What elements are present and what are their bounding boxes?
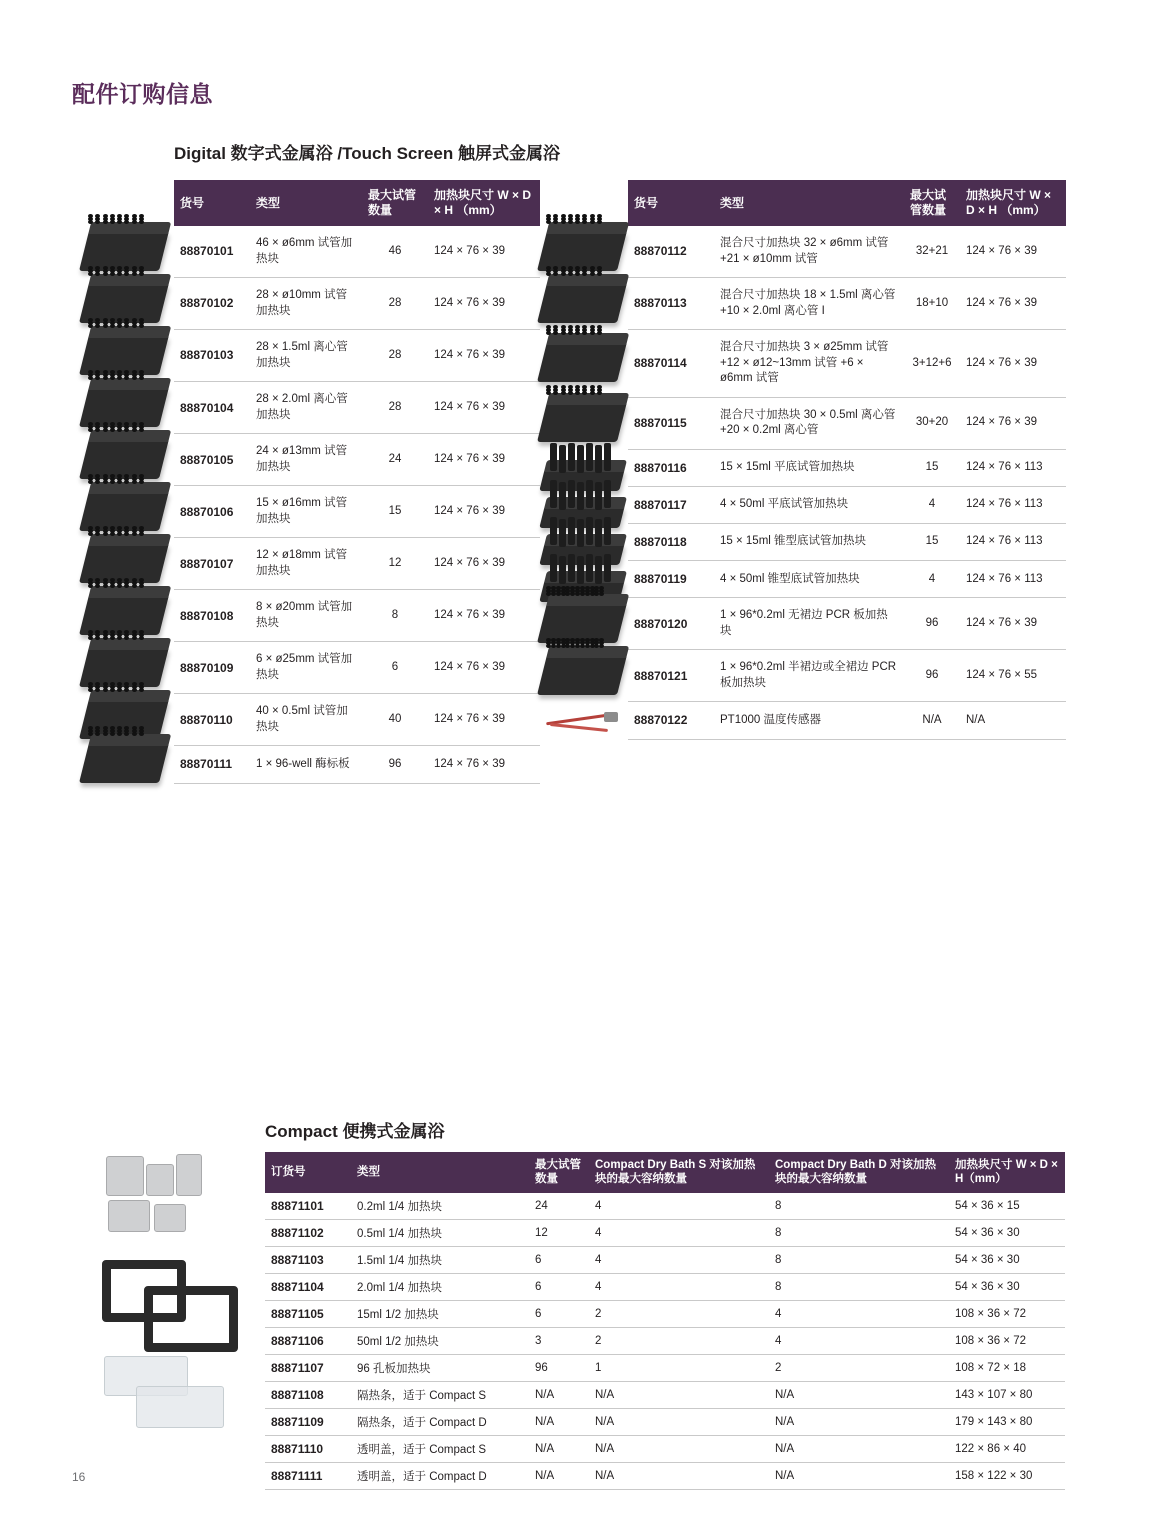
header-max-tubes: 最大试管数量 [904,180,960,226]
block-dimensions: 54 × 36 × 30 [949,1246,1065,1273]
compact-section-title: Compact 便携式金属浴 [265,1122,445,1141]
product-type: 12 × ø18mm 试管加热块 [250,538,362,590]
product-type: 混合尺寸加热块 32 × ø6mm 试管 +21 × ø10mm 试管 [714,226,904,278]
product-code: 88871107 [265,1354,351,1381]
max-tube-count: N/A [529,1381,589,1408]
product-code: 88870121 [628,650,714,702]
max-tube-count: 3 [529,1327,589,1354]
product-type: 混合尺寸加热块 30 × 0.5ml 离心管 +20 × 0.2ml 离心管 [714,397,904,449]
max-tube-count: 15 [362,486,428,538]
block-dimensions: 108 × 72 × 18 [949,1354,1065,1381]
max-tube-count: 24 [529,1193,589,1220]
compact-s-capacity: 4 [589,1193,769,1220]
digital-right-table [628,180,1066,740]
product-type: 15ml 1/2 加热块 [351,1300,529,1327]
product-code: 88870104 [174,382,250,434]
compact-s-capacity: N/A [589,1408,769,1435]
header-s-capacity: Compact Dry Bath S 对该加热块的最大容纳数量 [589,1152,769,1193]
product-type: 15 × 15ml 锥型底试管加热块 [714,524,904,561]
product-code: 88870120 [628,598,714,650]
max-tube-count: 6 [529,1246,589,1273]
table-header-row [265,1152,1065,1193]
table-row [174,330,540,382]
block-dimensions: 124 × 76 × 39 [960,397,1066,449]
block-dimensions: 124 × 76 × 39 [960,226,1066,278]
max-tube-count: 32+21 [904,226,960,278]
table-row [628,524,1066,561]
table-row [628,330,1066,398]
block-dimensions: 143 × 107 × 80 [949,1381,1065,1408]
max-tube-count: 46 [362,226,428,278]
compact-d-capacity: N/A [769,1462,949,1489]
page-title: 配件订购信息 [72,81,213,107]
block-dimensions: 124 × 76 × 39 [428,746,540,783]
max-tube-count: 28 [362,382,428,434]
block-dimensions: 158 × 122 × 30 [949,1462,1065,1489]
product-code: 88870101 [174,226,250,278]
block-dimensions: 124 × 76 × 113 [960,449,1066,486]
max-tube-count: N/A [529,1462,589,1489]
header-d-capacity: Compact Dry Bath D 对该加热块的最大容纳数量 [769,1152,949,1193]
max-tube-count: 15 [904,524,960,561]
product-code: 88870107 [174,538,250,590]
product-code: 88870106 [174,486,250,538]
block-dimensions: 124 × 76 × 39 [428,642,540,694]
product-type: 28 × 1.5ml 离心管加热块 [250,330,362,382]
product-type: 40 × 0.5ml 试管加热块 [250,694,362,746]
max-tube-count: 40 [362,694,428,746]
table-row [174,434,540,486]
product-code: 88871105 [265,1300,351,1327]
compact-s-capacity: N/A [589,1435,769,1462]
product-code: 88870117 [628,486,714,523]
compact-s-capacity: N/A [589,1381,769,1408]
header-type: 类型 [351,1152,529,1193]
block-dimensions: 124 × 76 × 39 [428,486,540,538]
max-tube-count: 96 [362,746,428,783]
max-tube-count: 15 [904,449,960,486]
block-dimensions: 124 × 76 × 39 [960,278,1066,330]
max-tube-count: 24 [362,434,428,486]
product-type: 透明盖，适于 Compact D [351,1462,529,1489]
table-row [628,397,1066,449]
table-row [628,486,1066,523]
max-tube-count: 12 [362,538,428,590]
compact-d-capacity: 8 [769,1193,949,1220]
block-dimensions: 124 × 76 × 39 [428,538,540,590]
product-code: 88870110 [174,694,250,746]
product-type: 0.5ml 1/4 加热块 [351,1219,529,1246]
digital-section-title: Digital 数字式金属浴 /Touch Screen 触屏式金属浴 [174,144,560,163]
product-type: 50ml 1/2 加热块 [351,1327,529,1354]
product-type: 0.2ml 1/4 加热块 [351,1193,529,1220]
table-row [265,1327,1065,1354]
max-tube-count: 6 [529,1300,589,1327]
header-max-tubes: 最大试管数量 [362,180,428,226]
header-code: 货号 [628,180,714,226]
product-code: 88870116 [628,449,714,486]
max-tube-count: 12 [529,1219,589,1246]
product-type: 2.0ml 1/4 加热块 [351,1273,529,1300]
product-type: 8 × ø20mm 试管加热块 [250,590,362,642]
table-row [174,694,540,746]
block-dimensions: 124 × 76 × 39 [960,330,1066,398]
product-code: 88870114 [628,330,714,398]
table-row [174,278,540,330]
product-code: 88870118 [628,524,714,561]
table-row [174,382,540,434]
compact-s-capacity: 4 [589,1273,769,1300]
table-header-row [174,180,540,226]
block-dimensions: 124 × 76 × 39 [960,598,1066,650]
compact-s-capacity: 2 [589,1327,769,1354]
table-row [628,226,1066,278]
compact-d-capacity: 2 [769,1354,949,1381]
product-code: 88870105 [174,434,250,486]
table-row [265,1300,1065,1327]
table-row [174,642,540,694]
table-row [265,1193,1065,1220]
table-row [628,702,1066,739]
table-row [628,598,1066,650]
product-type: 96 孔板加热块 [351,1354,529,1381]
product-type: 28 × ø10mm 试管加热块 [250,278,362,330]
max-tube-count: 28 [362,330,428,382]
product-code: 88870112 [628,226,714,278]
product-type: PT1000 温度传感器 [714,702,904,739]
insulation-bar-icon [144,1286,238,1352]
product-type: 1 × 96*0.2ml 无裙边 PCR 板加热块 [714,598,904,650]
header-block-size: 加热块尺寸 W × D × H（mm） [949,1152,1065,1193]
max-tube-count: 96 [529,1354,589,1381]
compact-block-icon [108,1200,150,1232]
table-row [265,1435,1065,1462]
block-dimensions: 54 × 36 × 30 [949,1219,1065,1246]
product-type: 15 × ø16mm 试管加热块 [250,486,362,538]
block-dimensions: 108 × 36 × 72 [949,1327,1065,1354]
table-row [628,278,1066,330]
product-type: 透明盖，适于 Compact S [351,1435,529,1462]
table-row [174,486,540,538]
table-row [265,1354,1065,1381]
table-row [628,650,1066,702]
compact-s-capacity: N/A [589,1462,769,1489]
header-code: 订货号 [265,1152,351,1193]
product-type: 15 × 15ml 平底试管加热块 [714,449,904,486]
table-row [628,449,1066,486]
compact-d-capacity: 4 [769,1300,949,1327]
max-tube-count: 4 [904,486,960,523]
compact-d-capacity: N/A [769,1381,949,1408]
page-number: 16 [72,1470,86,1484]
compact-d-capacity: 8 [769,1219,949,1246]
max-tube-count: 6 [362,642,428,694]
compact-d-capacity: 4 [769,1327,949,1354]
product-code: 88871102 [265,1219,351,1246]
compact-table [265,1152,1065,1490]
product-code: 88871110 [265,1435,351,1462]
compact-s-capacity: 4 [589,1246,769,1273]
compact-block-icon [106,1156,144,1196]
header-code: 货号 [174,180,250,226]
product-type: 隔热条，适于 Compact D [351,1408,529,1435]
block-dimensions: 124 × 76 × 113 [960,524,1066,561]
block-dimensions: 124 × 76 × 39 [428,226,540,278]
product-type: 28 × 2.0ml 离心管加热块 [250,382,362,434]
product-code: 88871104 [265,1273,351,1300]
product-code: 88870108 [174,590,250,642]
max-tube-count: N/A [529,1408,589,1435]
table-row [174,538,540,590]
header-type: 类型 [714,180,904,226]
product-code: 88871109 [265,1408,351,1435]
header-block-size: 加热块尺寸 W × D × H （mm） [428,180,540,226]
product-type: 6 × ø25mm 试管加热块 [250,642,362,694]
max-tube-count: 8 [362,590,428,642]
table-row [174,226,540,278]
table-row [265,1219,1065,1246]
table-row [265,1273,1065,1300]
block-dimensions: 54 × 36 × 30 [949,1273,1065,1300]
product-code: 88870103 [174,330,250,382]
max-tube-count: N/A [529,1435,589,1462]
product-type: 混合尺寸加热块 18 × 1.5ml 离心管 +10 × 2.0ml 离心管 I [714,278,904,330]
block-dimensions: 122 × 86 × 40 [949,1435,1065,1462]
microplate-block-icon [78,733,174,795]
block-dimensions: 124 × 76 × 113 [960,561,1066,598]
header-max-tubes: 最大试管数量 [529,1152,589,1193]
product-code: 88870122 [628,702,714,739]
table-row [628,561,1066,598]
max-tube-count: 4 [904,561,960,598]
table-row [174,590,540,642]
block-dimensions: 179 × 143 × 80 [949,1408,1065,1435]
product-code: 88871108 [265,1381,351,1408]
max-tube-count: 6 [529,1273,589,1300]
product-type: 4 × 50ml 平底试管加热块 [714,486,904,523]
compact-product-images [88,1150,258,1440]
product-type: 1 × 96*0.2ml 半裙边或全裙边 PCR 板加热块 [714,650,904,702]
table-header-row [628,180,1066,226]
block-dimensions: 124 × 76 × 55 [960,650,1066,702]
compact-d-capacity: 8 [769,1273,949,1300]
product-type: 1.5ml 1/4 加热块 [351,1246,529,1273]
product-code: 88870115 [628,397,714,449]
table-row [265,1246,1065,1273]
compact-block-icon [176,1154,202,1196]
product-code: 88870119 [628,561,714,598]
compact-s-capacity: 4 [589,1219,769,1246]
table-row [265,1462,1065,1489]
block-dimensions: 124 × 76 × 39 [428,382,540,434]
max-tube-count: 96 [904,650,960,702]
compact-s-capacity: 1 [589,1354,769,1381]
block-dimensions: 124 × 76 × 39 [428,694,540,746]
product-code: 88871111 [265,1462,351,1489]
compact-d-capacity: N/A [769,1435,949,1462]
block-dimensions: N/A [960,702,1066,739]
block-dimensions: 124 × 76 × 39 [428,330,540,382]
temperature-sensor-icon [536,690,632,752]
compact-d-capacity: 8 [769,1246,949,1273]
header-type: 类型 [250,180,362,226]
product-type: 24 × ø13mm 试管加热块 [250,434,362,486]
max-tube-count: 28 [362,278,428,330]
block-dimensions: 124 × 76 × 39 [428,434,540,486]
product-type: 1 × 96-well 酶标板 [250,746,362,783]
product-code: 88871101 [265,1193,351,1220]
max-tube-count: N/A [904,702,960,739]
table-row [265,1381,1065,1408]
product-type: 混合尺寸加热块 3 × ø25mm 试管 +12 × ø12~13mm 试管 +6 × ø6mm 试管 [714,330,904,398]
product-code: 88870102 [174,278,250,330]
product-type: 46 × ø6mm 试管加热块 [250,226,362,278]
product-code: 88871106 [265,1327,351,1354]
max-tube-count: 18+10 [904,278,960,330]
clear-lid-icon [136,1386,224,1428]
block-dimensions: 124 × 76 × 113 [960,486,1066,523]
product-code: 88870113 [628,278,714,330]
product-code: 88870111 [174,746,250,783]
table-row [174,746,540,783]
block-dimensions: 124 × 76 × 39 [428,590,540,642]
product-code: 88870109 [174,642,250,694]
block-dimensions: 108 × 36 × 72 [949,1300,1065,1327]
max-tube-count: 3+12+6 [904,330,960,398]
max-tube-count: 96 [904,598,960,650]
compact-d-capacity: N/A [769,1408,949,1435]
product-type: 4 × 50ml 锥型底试管加热块 [714,561,904,598]
compact-block-icon [146,1164,174,1196]
max-tube-count: 30+20 [904,397,960,449]
block-dimensions: 54 × 36 × 15 [949,1193,1065,1220]
table-row [265,1408,1065,1435]
product-code: 88871103 [265,1246,351,1273]
product-type: 隔热条，适于 Compact S [351,1381,529,1408]
header-block-size: 加热块尺寸 W × D × H （mm） [960,180,1066,226]
compact-block-icon [154,1204,186,1232]
compact-s-capacity: 2 [589,1300,769,1327]
digital-left-table [174,180,540,784]
block-dimensions: 124 × 76 × 39 [428,278,540,330]
